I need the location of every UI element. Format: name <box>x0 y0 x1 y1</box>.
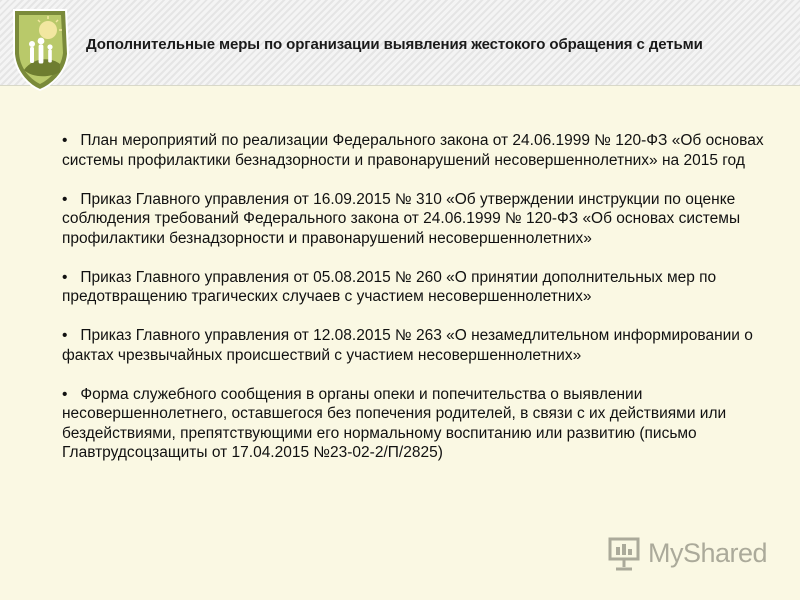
bullet-marker: • <box>62 385 77 403</box>
watermark <box>606 535 766 571</box>
watermark-text: MyShared <box>648 538 768 568</box>
list-item-text: Форма служебного сообщения в органы опеки и попечительства о выявлении несовершеннолетнего, оставшегося без попечения родителей, в связи с их действиями или бездействиями, препятствующими его нормальному воспитанию или развитию (письмо Главтрудсоцзащиты от 17.04.2015 №23-02-2/П/2825) <box>62 385 727 461</box>
list-item <box>62 131 774 170</box>
bullet-marker: • <box>62 132 77 149</box>
slide-header <box>0 0 800 86</box>
list-item <box>62 268 774 307</box>
document-body <box>62 131 774 482</box>
presentation-board-icon <box>606 535 644 571</box>
list-item-text: Приказ Главного управления от 12.08.2015 № 263 «О незамедлительном информировании о фактах чрезвычайных происшествий с участием несовершеннолетних» <box>62 327 753 364</box>
list-item <box>62 326 774 365</box>
list-item-text: План мероприятий по реализации Федерального закона от 24.06.1999 № 120-ФЗ «Об основах системы профилактики безнадзорности и правонарушений несовершеннолетних» на 2015 год <box>62 132 764 169</box>
list-item <box>62 385 774 463</box>
list-item <box>62 190 774 249</box>
page-title: Дополнительные меры по организации выявления жестокого обращения с детьми <box>86 36 703 53</box>
emblem-logo-icon <box>10 6 72 92</box>
bullet-marker: • <box>62 190 77 208</box>
bullet-marker: • <box>62 268 77 286</box>
bullet-marker: • <box>62 327 77 344</box>
list-item-text: Приказ Главного управления от 05.08.2015 № 260 «О принятии дополнительных мер по предотвращению трагических случаев с участием несовершеннолетних» <box>62 268 717 305</box>
list-item-text: Приказ Главного управления от 16.09.2015 № 310 «Об утверждении инструкции по оценке соблюдения требований Федерального закона от 24.06.1999 № 120-ФЗ «Об основах системы профилактики безнадзорности и правонарушений несовершеннолетних» <box>62 190 741 247</box>
